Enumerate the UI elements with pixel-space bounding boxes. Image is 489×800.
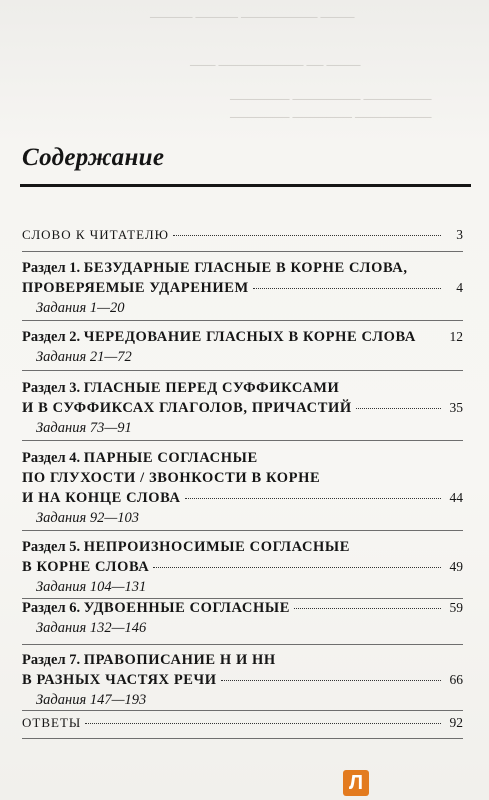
section-label: Раздел 1. [22,260,81,276]
page-number: 4 [456,280,463,295]
dot-leader [253,288,441,289]
divider [22,440,463,441]
page-title: Содержание [22,144,165,171]
section-label: Раздел 6. [22,600,81,616]
tasks-range: Задания 147—193 [36,692,147,708]
tasks-range: Задания 132—146 [36,620,147,636]
divider [22,251,463,252]
dot-leader [153,567,441,568]
section-title-line: И НА КОНЦЕ СЛОВА [22,490,181,506]
show-through-text: ──────── ──────── ─────── [230,92,432,106]
divider [22,530,463,531]
tasks-range: Задания 1—20 [36,300,125,316]
dot-leader [420,337,441,338]
section-title-line: УДВОЕННЫЕ СОГЛАСНЫЕ [83,600,290,616]
dot-leader [185,498,441,499]
tasks-range: Задания 92—103 [36,510,139,526]
foreword-label: СЛОВО К ЧИТАТЕЛЮ [22,227,170,242]
divider [22,370,463,371]
title-underline [20,184,471,187]
toc-entry-section-2[interactable] [22,327,463,367]
divider [22,710,463,711]
page-number: 66 [449,672,463,687]
page-number: 35 [449,400,463,415]
page-number: 44 [449,490,463,505]
toc-entry-section-6[interactable] [22,598,463,638]
dot-leader [356,408,441,409]
page-number: 3 [456,227,463,242]
toc-entry-section-1[interactable] [22,258,463,318]
divider [22,320,463,321]
section-label: Раздел 4. [22,450,81,466]
divider [22,738,463,739]
toc-entry-section-7[interactable] [22,650,463,710]
section-label: Раздел 2. [22,329,81,345]
section-label: Раздел 7. [22,652,81,668]
section-title-line: ПАРНЫЕ СОГЛАСНЫЕ [83,450,258,466]
toc-entry-answers[interactable] [22,713,463,733]
section-title-line: ПО ГЛУХОСТИ / ЗВОНКОСТИ В КОРНЕ [22,470,321,486]
page-number: 92 [449,715,463,730]
show-through-text: ──── ── ────────── ─── [190,58,361,72]
section-title-line: ПРОВЕРЯЕМЫЕ УДАРЕНИЕМ [22,280,249,296]
section-title-line: В РАЗНЫХ ЧАСТЯХ РЕЧИ [22,672,217,688]
section-label: Раздел 3. [22,380,81,396]
section-title-line: В КОРНЕ СЛОВА [22,559,150,575]
dot-leader [85,723,441,724]
answers-label: ОТВЕТЫ [22,715,82,730]
section-title-line: ГЛАСНЫЕ ПЕРЕД СУФФИКСАМИ [83,380,340,396]
show-through-text: ──── ───────── ───── ───── [150,10,355,24]
toc-entry-section-3[interactable] [22,378,463,438]
dot-leader [294,608,441,609]
section-title-line: ЧЕРЕДОВАНИЕ ГЛАСНЫХ В КОРНЕ СЛОВА [83,329,416,345]
page-number: 12 [449,329,463,344]
toc-entry-section-5[interactable] [22,537,463,597]
toc-entry-foreword[interactable] [22,225,463,245]
page-number: 59 [449,600,463,615]
tasks-range: Задания 21—72 [36,349,132,365]
dot-leader [221,680,441,681]
show-through-text: ───────── ─────── ─────── [230,110,432,124]
labirint-logo-icon: Л [343,770,369,796]
tasks-range: Задания 104—131 [36,579,147,595]
section-title-line: НЕПРОИЗНОСИМЫЕ СОГЛАСНЫЕ [83,539,351,555]
section-title-line: БЕЗУДАРНЫЕ ГЛАСНЫЕ В КОРНЕ СЛОВА, [83,260,408,276]
section-title-line: ПРАВОПИСАНИЕ Н И НН [83,652,276,668]
page-number: 49 [449,559,463,574]
divider [22,644,463,645]
section-title-line: И В СУФФИКСАХ ГЛАГОЛОВ, ПРИЧАСТИЙ [22,400,352,416]
tasks-range: Задания 73—91 [36,420,132,436]
section-label: Раздел 5. [22,539,81,555]
toc-entry-section-4[interactable] [22,448,463,528]
dot-leader [173,235,441,236]
